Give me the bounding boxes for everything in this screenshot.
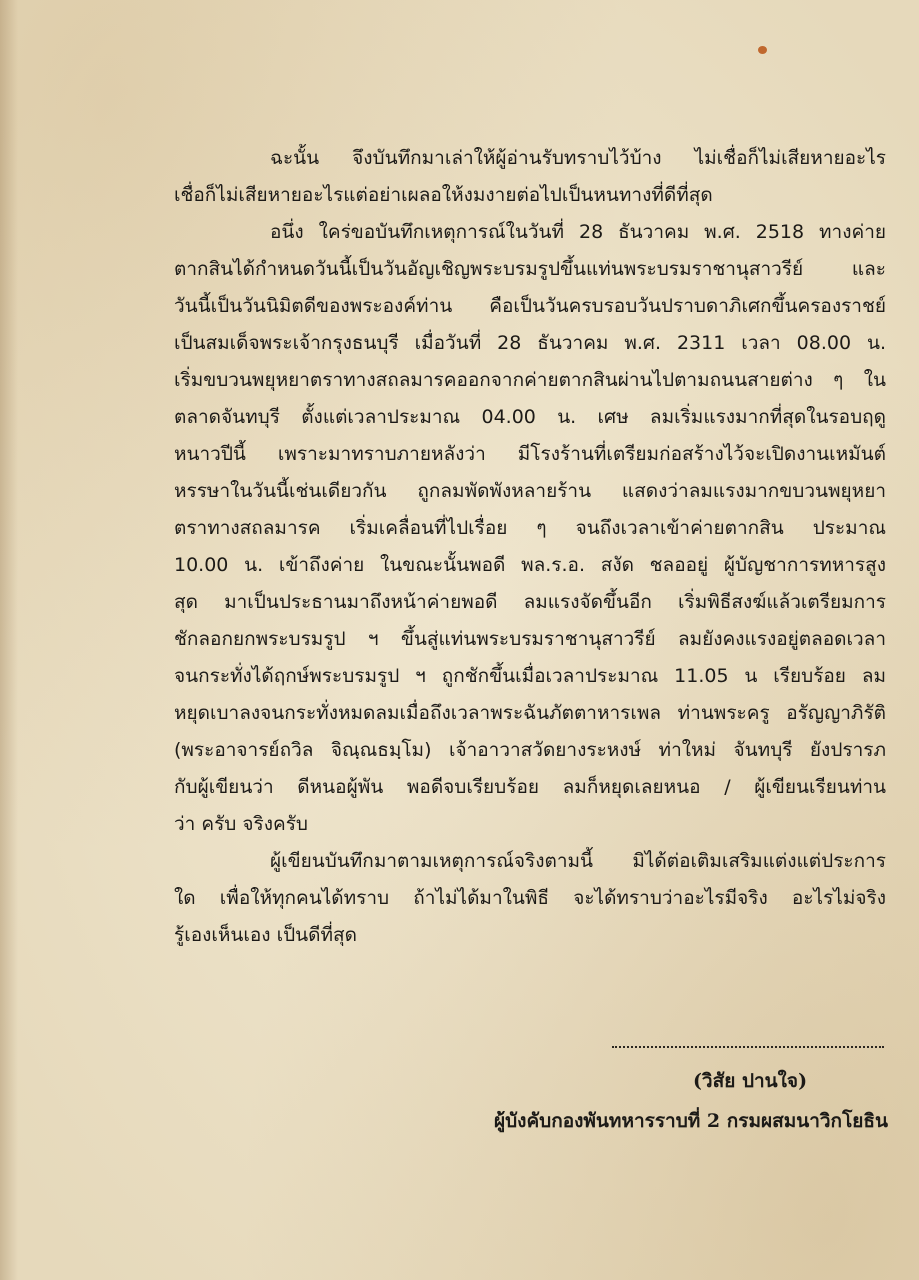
paragraph-2 <box>174 214 886 843</box>
text-line: กับผู้เขียนว่า ดีหนอผู้พัน พอดีจบเรียบร้อย ลมก็หยุดเลยหนอ / ผู้เขียนเรียนท่าน <box>174 776 886 798</box>
text-line: เชื่อก็ไม่เสียหายอะไรแต่อย่าเผลอให้งมงายต่อไปเป็นหนทางที่ดีที่สุด <box>174 184 713 206</box>
text-line: หนาวปีนี้ เพราะมาทราบภายหลังว่า มีโรงร้านที่เตรียมก่อสร้างไว้จะเปิดงานเหมันต์ <box>174 443 886 465</box>
text-line: ตลาดจันทบุรี ตั้งแต่เวลาประมาณ 04.00 น. เศษ ลมเริ่มแรงมากที่สุดในรอบฤดู <box>174 406 886 428</box>
binding-shadow <box>0 0 18 1280</box>
text-line: ใด เพื่อให้ทุกคนได้ทราบ ถ้าไม่ได้มาในพิธี จะได้ทราบว่าอะไรมีจริง อะไรไม่จริง <box>174 887 886 909</box>
text-line: เป็นสมเด็จพระเจ้ากรุงธนบุรี เมื่อวันที่ 28 ธันวาคม พ.ศ. 2311 เวลา 08.00 น. <box>174 332 886 354</box>
text-line: ตราทางสถลมารค เริ่มเคลื่อนที่ไปเรื่อย ๆ จนถึงเวลาเข้าค่ายตากสิน ประมาณ <box>174 517 886 539</box>
signatory-title: ผู้บังคับกองพันทหารราบที่ 2 กรมผสมนาวิกโยธิน <box>493 1110 888 1132</box>
text-line: หรรษาในวันนี้เช่นเดียวกัน ถูกลมพัดพังหลายร้าน แสดงว่าลมแรงมากขบวนพยุหยา <box>174 480 886 502</box>
paragraph-3 <box>174 843 886 954</box>
text-line: ตากสินได้กำหนดวันนี้เป็นวันอัญเชิญพระบรมรูปขึ้นแท่นพระบรมราชานุสาวรีย์ และ <box>174 258 886 280</box>
signature-line <box>612 1046 884 1048</box>
text-line: สุด มาเป็นประธานมาถึงหน้าค่ายพอดี ลมแรงจัดขึ้นอีก เริ่มพิธีสงฆ์แล้วเตรียมการ <box>174 591 886 613</box>
text-line: จนกระทั่งได้ฤกษ์พระบรมรูป ฯ ถูกชักขึ้นเมื่อเวลาประมาณ 11.05 น เรียบร้อย ลม <box>174 665 886 687</box>
text-line: หยุดเบาลงจนกระทั่งหมดลมเมื่อถึงเวลาพระฉันภัตตาหารเพล ท่านพระครู อรัญญาภิรัติ <box>174 702 886 724</box>
text-line: ผู้เขียนบันทึกมาตามเหตุการณ์จริงตามนี้ มิได้ต่อเติมเสริมแต่งแต่ประการ <box>270 850 886 872</box>
paper-stain <box>758 46 767 54</box>
text-line: วันนี้เป็นวันนิมิตดีของพระองค์ท่าน คือเป็นวันครบรอบวันปราบดาภิเศกขึ้นครองราชย์ <box>174 295 886 317</box>
text-line: อนึ่ง ใคร่ขอบันทึกเหตุการณ์ในวันที่ 28 ธันวาคม พ.ศ. 2518 ทางค่าย <box>270 221 886 243</box>
text-line: รู้เองเห็นเอง เป็นดีที่สุด <box>174 924 357 946</box>
document-body <box>174 140 886 954</box>
paragraph-1 <box>174 140 886 214</box>
text-line: เริ่มขบวนพยุหยาตราทางสถลมารคออกจากค่ายตากสินผ่านไปตามถนนสายต่าง ๆ ใน <box>174 369 886 391</box>
text-line: ฉะนั้น จึงบันทึกมาเล่าให้ผู้อ่านรับทราบไว้บ้าง ไม่เชื่อก็ไม่เสียหายอะไร <box>270 147 886 169</box>
text-line: ว่า ครับ จริงครับ <box>174 813 308 835</box>
text-line: (พระอาจารย์ถวิล จิณฺณธมฺโม) เจ้าอาวาสวัดยางระหงษ์ ท่าใหม่ จันทบุรี ยังปรารภ <box>174 739 886 761</box>
signatory-name: (วิสัย ปานใจ) <box>692 1070 808 1092</box>
text-line: ชักลอกยกพระบรมรูป ฯ ขึ้นสู่แท่นพระบรมราชานุสาวรีย์ ลมยังคงแรงอยู่ตลอดเวลา <box>174 628 886 650</box>
text-line: 10.00 น. เข้าถึงค่าย ในขณะนั้นพอดี พล.ร.อ. สงัด ชลออยู่ ผู้บัญชาการทหารสูง <box>174 554 886 576</box>
